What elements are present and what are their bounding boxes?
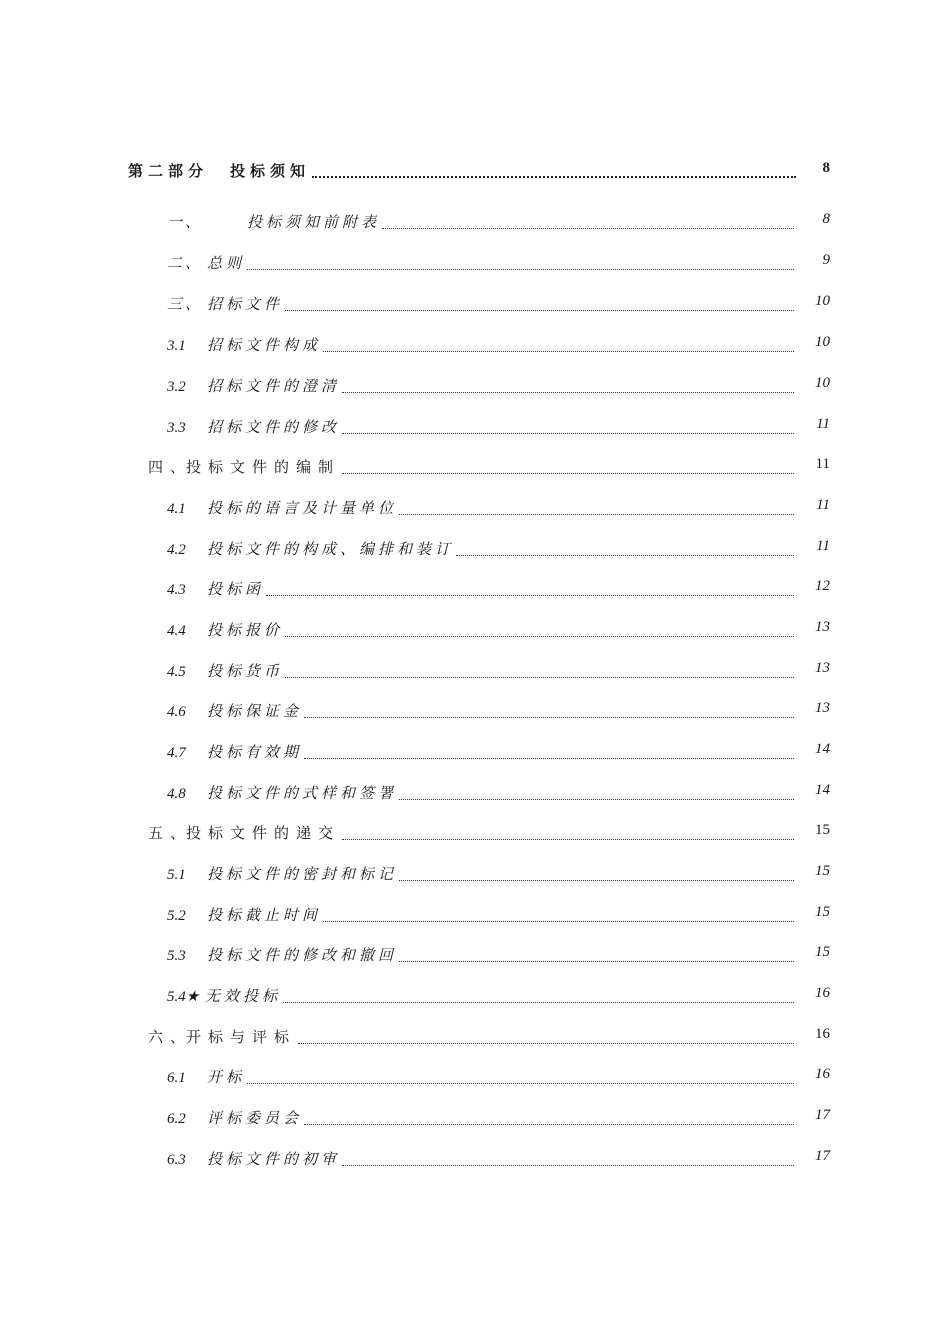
toc-entry[interactable] xyxy=(167,660,830,684)
dot-leader xyxy=(312,175,796,178)
dot-leader xyxy=(342,391,794,393)
dot-leader xyxy=(342,1164,794,1166)
dot-leader xyxy=(399,513,794,515)
dot-leader xyxy=(266,594,794,596)
entry-title: 投标须知前附表 xyxy=(247,215,381,231)
entry-number: 五、 xyxy=(148,826,193,842)
page-number: 15 xyxy=(815,944,830,960)
entry-number: 四、 xyxy=(148,460,193,476)
entry-number: 5.1 xyxy=(167,867,186,883)
page-number: 16 xyxy=(815,985,830,1001)
entry-title: 投标货币 xyxy=(207,664,284,680)
dot-leader xyxy=(382,227,794,229)
entry-title: 投标报价 xyxy=(207,623,284,639)
page-number: 11 xyxy=(816,538,830,554)
entry-number: 三、 xyxy=(167,297,204,313)
entry-number: 5.2 xyxy=(167,908,186,924)
page-number: 12 xyxy=(815,578,830,594)
entry-number: 3.3 xyxy=(167,420,186,436)
part-title: 投标须知 xyxy=(230,164,311,180)
entry-number: 4.1 xyxy=(167,501,186,517)
entry-title: 投标文件的初审 xyxy=(207,1152,341,1168)
entry-number: 二、 xyxy=(167,256,204,272)
entry-number: 4.7 xyxy=(167,745,186,761)
toc-entry[interactable] xyxy=(167,538,830,562)
toc-entry[interactable] xyxy=(167,252,830,276)
toc-entry[interactable] xyxy=(167,904,830,928)
entry-title: 招标文件构成 xyxy=(207,338,322,354)
entry-number: 6.2 xyxy=(167,1111,186,1127)
dot-leader xyxy=(304,1123,794,1125)
entry-title: 评标委员会 xyxy=(207,1111,303,1127)
dot-leader xyxy=(342,472,794,474)
toc-entry[interactable] xyxy=(167,1107,830,1131)
toc-entry[interactable] xyxy=(148,1026,830,1050)
page-number: 15 xyxy=(815,822,830,838)
dot-leader xyxy=(323,920,794,922)
dot-leader xyxy=(399,798,794,800)
toc-entry[interactable] xyxy=(148,456,830,480)
page-number: 10 xyxy=(815,375,830,391)
toc-entry[interactable] xyxy=(167,211,830,235)
entry-number: 4.6 xyxy=(167,704,186,720)
page-number: 17 xyxy=(815,1148,830,1164)
entry-title: 招标文件的澄清 xyxy=(207,379,341,395)
dot-leader xyxy=(283,1001,794,1003)
toc-entry[interactable] xyxy=(167,700,830,724)
toc-entry[interactable] xyxy=(167,985,830,1009)
entry-title: 投标文件的修改和撤回 xyxy=(207,948,398,964)
page-number: 11 xyxy=(816,497,830,513)
part-number: 第二部分 xyxy=(128,164,209,180)
entry-number: 3.1 xyxy=(167,338,186,354)
entry-number: 一、 xyxy=(167,215,204,231)
dot-leader xyxy=(323,350,794,352)
dot-leader xyxy=(342,432,794,434)
entry-number: 5.3 xyxy=(167,948,186,964)
entry-title: 投标文件的递交 xyxy=(186,826,341,842)
page-number: 13 xyxy=(815,700,830,716)
entry-number: 3.2 xyxy=(167,379,186,395)
entry-title: 投标文件的式样和签署 xyxy=(207,786,398,802)
dot-leader xyxy=(304,716,794,718)
entry-title: 投标文件的构成、编排和装订 xyxy=(207,542,455,558)
entry-title: 无效投标 xyxy=(205,989,282,1005)
dot-leader xyxy=(298,1042,794,1044)
entry-title: 招标文件 xyxy=(207,297,284,313)
page-number: 8 xyxy=(822,211,830,227)
toc-entry[interactable] xyxy=(167,334,830,358)
toc-entry[interactable] xyxy=(167,497,830,521)
page-number: 8 xyxy=(822,160,830,176)
dot-leader xyxy=(285,676,794,678)
entry-title: 投标保证金 xyxy=(207,704,303,720)
entry-title: 总则 xyxy=(207,256,246,272)
toc-entry[interactable] xyxy=(167,578,830,602)
entry-title: 开标与评标 xyxy=(186,1030,297,1046)
entry-title: 投标的语言及计量单位 xyxy=(207,501,398,517)
page-number: 13 xyxy=(815,660,830,676)
entry-number: 6.3 xyxy=(167,1152,186,1168)
entry-number: 4.5 xyxy=(167,664,186,680)
page-number: 11 xyxy=(815,456,830,472)
page-number: 11 xyxy=(816,416,830,432)
entry-title: 投标文件的密封和标记 xyxy=(207,867,398,883)
entry-number: 4.8 xyxy=(167,786,186,802)
page-number: 10 xyxy=(815,334,830,350)
toc-entry[interactable] xyxy=(167,944,830,968)
entry-number: 5.4★ xyxy=(167,989,200,1005)
toc-entry[interactable] xyxy=(167,1148,830,1172)
entry-number: 六、 xyxy=(148,1030,193,1046)
toc-part-heading[interactable] xyxy=(128,160,830,184)
toc-entry[interactable] xyxy=(167,619,830,643)
entry-title: 投标截止时间 xyxy=(207,908,322,924)
entry-number: 6.1 xyxy=(167,1070,186,1086)
toc-entry[interactable] xyxy=(167,782,830,806)
dot-leader xyxy=(247,268,794,270)
entry-number: 4.4 xyxy=(167,623,186,639)
page-number: 13 xyxy=(815,619,830,635)
toc-entry[interactable] xyxy=(167,741,830,765)
dot-leader xyxy=(247,1082,794,1084)
page-number: 16 xyxy=(815,1026,830,1042)
toc-entry[interactable] xyxy=(167,416,830,440)
dot-leader xyxy=(304,757,794,759)
toc-entry[interactable] xyxy=(167,293,830,317)
page-number: 16 xyxy=(815,1066,830,1082)
dot-leader xyxy=(285,635,794,637)
entry-title: 投标函 xyxy=(207,582,265,598)
toc-entry[interactable] xyxy=(167,1066,830,1090)
page-number: 15 xyxy=(815,863,830,879)
page-number: 14 xyxy=(815,741,830,757)
entry-title: 开标 xyxy=(207,1070,246,1086)
dot-leader xyxy=(399,879,794,881)
toc-entry[interactable] xyxy=(148,822,830,846)
toc-entry[interactable] xyxy=(167,375,830,399)
entry-number: 4.3 xyxy=(167,582,186,598)
entry-title: 投标文件的编制 xyxy=(186,460,341,476)
dot-leader xyxy=(456,554,794,556)
entry-number: 4.2 xyxy=(167,542,186,558)
dot-leader xyxy=(399,960,794,962)
page-number: 14 xyxy=(815,782,830,798)
entry-title: 招标文件的修改 xyxy=(207,420,341,436)
page-number: 17 xyxy=(815,1107,830,1123)
dot-leader xyxy=(342,838,794,840)
page-number: 15 xyxy=(815,904,830,920)
entry-title: 投标有效期 xyxy=(207,745,303,761)
page-number: 10 xyxy=(815,293,830,309)
toc-entry[interactable] xyxy=(167,863,830,887)
page-number: 9 xyxy=(822,252,830,268)
dot-leader xyxy=(285,309,794,311)
